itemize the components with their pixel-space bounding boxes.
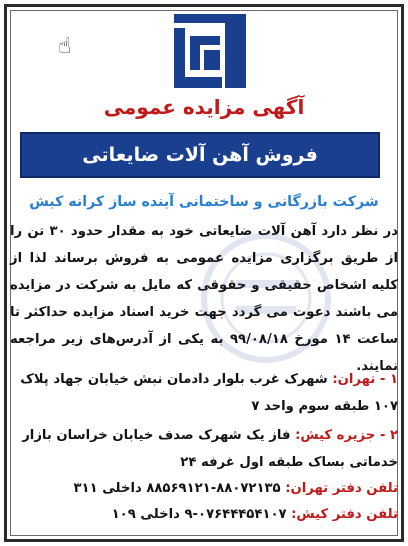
phone-kish [10, 502, 398, 528]
address-kish-label: ۲ - جزیره کیش: [295, 428, 398, 443]
phone-tehran-number: ۸۸۰۷۲۱۳۵-۸۸۵۶۹۱۲۱ داخلی ۳۱۱ [73, 481, 281, 496]
hand-pointer-icon: ☝ [58, 34, 72, 59]
notice-banner [20, 132, 380, 178]
company-logo [172, 12, 248, 90]
notice-title: آگهی مزایده عمومی [103, 95, 305, 119]
phone-tehran-label: تلفن دفتر تهران: [285, 481, 398, 496]
address-tehran-text: شهرک غرب بلوار دادمان نبش خیابان جهاد پلاک ۱۰۷ طبقه سوم واحد ۷ [20, 372, 398, 414]
company-name: شرکت بازرگانی و ساختمانی آینده ساز کرانه کیش [29, 194, 379, 210]
notice-body: در نظر دارد آهن آلات ضایعاتی خود به مقدار حدود ۳۰ تن را از طریق برگزاری مزایده عمومی به فروش برساند لذا از کلیه اشخاص حقیقی و حقوقی که مایل به شرکت در مزایده می باشند دعوت می گردد جهت خرید اسناد مزایده حداکثر تا ساعت ۱۴ مورخ ۹۹/۰۸/۱۸ به یکی از آدرس‌های زیر مراجعه نمایند. [10, 224, 398, 374]
address-tehran-label: ۱ - تهران: [332, 372, 398, 387]
banner-text: فروش آهن آلات ضایعاتی [82, 144, 318, 166]
phone-tehran [10, 476, 398, 502]
phone-kish-number: ۰۷۶۴۴۴۵۴۱۰۷-۹ داخلی ۱۰۹ [111, 507, 287, 522]
address-tehran [10, 366, 398, 420]
address-kish-text: فاز یک شهرک صدف خیابان خراسان بازار خدماتی بساک طبقه اول غرفه ۲۴ [22, 428, 398, 470]
phone-kish-label: تلفن دفتر کیش: [291, 507, 398, 522]
address-kish [10, 422, 398, 476]
